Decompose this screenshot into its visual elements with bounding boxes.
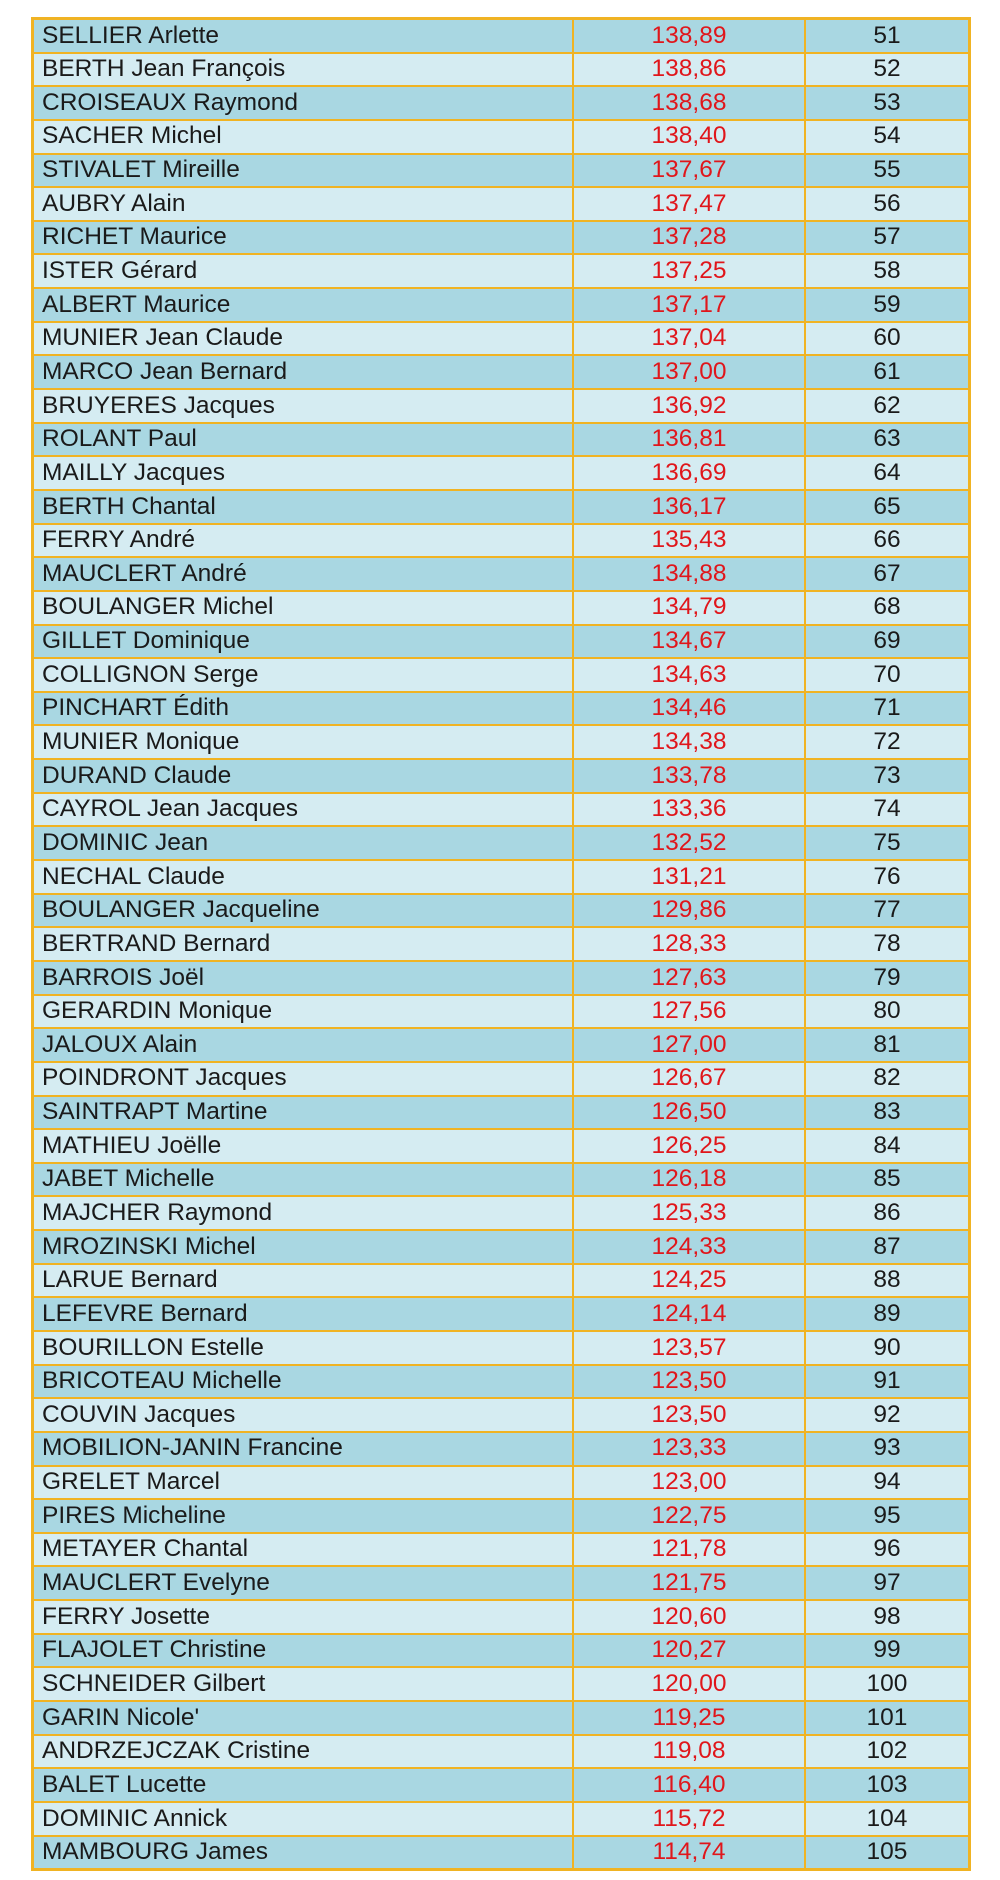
table-row (33, 591, 970, 625)
score-cell: 138,89 (573, 19, 805, 53)
table-row (33, 557, 970, 591)
score-cell: 126,18 (573, 1163, 805, 1197)
table-row (33, 490, 970, 524)
player-name-cell: PIRES Micheline (33, 1499, 574, 1533)
table-row (33, 1735, 970, 1769)
rank-cell: 77 (805, 894, 970, 928)
rank-cell: 67 (805, 557, 970, 591)
rank-cell: 100 (805, 1667, 970, 1701)
player-name-cell: MAMBOURG James (33, 1836, 574, 1870)
table-row (33, 322, 970, 356)
score-cell: 127,56 (573, 995, 805, 1029)
rank-cell: 51 (805, 19, 970, 53)
score-cell: 126,25 (573, 1129, 805, 1163)
rank-cell: 92 (805, 1398, 970, 1432)
rank-cell: 72 (805, 725, 970, 759)
rank-cell: 81 (805, 1028, 970, 1062)
score-cell: 137,67 (573, 154, 805, 188)
rank-cell: 63 (805, 423, 970, 457)
rank-cell: 75 (805, 826, 970, 860)
table-row (33, 1466, 970, 1500)
rank-cell: 99 (805, 1634, 970, 1668)
rank-cell: 78 (805, 927, 970, 961)
player-name-cell: JALOUX Alain (33, 1028, 574, 1062)
rank-cell: 79 (805, 961, 970, 995)
rank-cell: 84 (805, 1129, 970, 1163)
rank-cell: 62 (805, 389, 970, 423)
score-cell: 120,00 (573, 1667, 805, 1701)
table-row (33, 1365, 970, 1399)
player-name-cell: RICHET Maurice (33, 221, 574, 255)
table-row (33, 288, 970, 322)
score-cell: 127,63 (573, 961, 805, 995)
table-row (33, 1836, 970, 1870)
score-cell: 127,00 (573, 1028, 805, 1062)
player-name-cell: BERTRAND Bernard (33, 927, 574, 961)
rank-cell: 80 (805, 995, 970, 1029)
score-cell: 124,14 (573, 1297, 805, 1331)
score-cell: 119,25 (573, 1701, 805, 1735)
score-cell: 133,78 (573, 759, 805, 793)
player-name-cell: FERRY André (33, 524, 574, 558)
player-name-cell: PINCHART Édith (33, 692, 574, 726)
score-cell: 124,25 (573, 1264, 805, 1298)
table-row (33, 1062, 970, 1096)
player-name-cell: BOULANGER Michel (33, 591, 574, 625)
score-cell: 120,60 (573, 1600, 805, 1634)
rank-cell: 96 (805, 1533, 970, 1567)
score-cell: 137,04 (573, 322, 805, 356)
player-name-cell: ROLANT Paul (33, 423, 574, 457)
table-row (33, 1566, 970, 1600)
score-cell: 131,21 (573, 860, 805, 894)
player-name-cell: DOMINIC Jean (33, 826, 574, 860)
score-cell: 126,67 (573, 1062, 805, 1096)
table-row (33, 53, 970, 87)
score-cell: 128,33 (573, 927, 805, 961)
score-cell: 136,17 (573, 490, 805, 524)
rank-cell: 71 (805, 692, 970, 726)
score-cell: 138,86 (573, 53, 805, 87)
score-cell: 134,79 (573, 591, 805, 625)
table-row (33, 894, 970, 928)
player-name-cell: MUNIER Monique (33, 725, 574, 759)
player-name-cell: LEFEVRE Bernard (33, 1297, 574, 1331)
table-row (33, 86, 970, 120)
player-name-cell: CROISEAUX Raymond (33, 86, 574, 120)
score-cell: 136,69 (573, 456, 805, 490)
score-cell: 132,52 (573, 826, 805, 860)
rank-cell: 65 (805, 490, 970, 524)
player-name-cell: COUVIN Jacques (33, 1398, 574, 1432)
player-name-cell: ALBERT Maurice (33, 288, 574, 322)
score-cell: 137,00 (573, 355, 805, 389)
table-row (33, 254, 970, 288)
score-cell: 134,67 (573, 625, 805, 659)
score-cell: 136,81 (573, 423, 805, 457)
table-row (33, 1028, 970, 1062)
score-cell: 115,72 (573, 1802, 805, 1836)
table-row (33, 1802, 970, 1836)
table-row (33, 1432, 970, 1466)
rank-cell: 56 (805, 187, 970, 221)
player-name-cell: CAYROL Jean Jacques (33, 793, 574, 827)
player-name-cell: STIVALET Mireille (33, 154, 574, 188)
rank-cell: 97 (805, 1566, 970, 1600)
player-name-cell: METAYER Chantal (33, 1533, 574, 1567)
rank-cell: 105 (805, 1836, 970, 1870)
player-name-cell: BERTH Jean François (33, 53, 574, 87)
rank-cell: 83 (805, 1096, 970, 1130)
table-row (33, 524, 970, 558)
score-cell: 123,57 (573, 1331, 805, 1365)
player-name-cell: MATHIEU Joëlle (33, 1129, 574, 1163)
rank-cell: 68 (805, 591, 970, 625)
rank-cell: 61 (805, 355, 970, 389)
player-name-cell: JABET Michelle (33, 1163, 574, 1197)
rank-cell: 88 (805, 1264, 970, 1298)
score-cell: 123,33 (573, 1432, 805, 1466)
score-cell: 122,75 (573, 1499, 805, 1533)
table-row (33, 1600, 970, 1634)
table-row (33, 187, 970, 221)
score-cell: 137,17 (573, 288, 805, 322)
score-cell: 138,68 (573, 86, 805, 120)
player-name-cell: GILLET Dominique (33, 625, 574, 659)
score-cell: 114,74 (573, 1836, 805, 1870)
table-row (33, 1533, 970, 1567)
rank-cell: 82 (805, 1062, 970, 1096)
player-name-cell: LARUE Bernard (33, 1264, 574, 1298)
score-cell: 133,36 (573, 793, 805, 827)
rank-cell: 58 (805, 254, 970, 288)
player-name-cell: AUBRY Alain (33, 187, 574, 221)
player-name-cell: GRELET Marcel (33, 1466, 574, 1500)
score-cell: 134,88 (573, 557, 805, 591)
rank-cell: 87 (805, 1230, 970, 1264)
rank-cell: 101 (805, 1701, 970, 1735)
table-row (33, 423, 970, 457)
player-name-cell: ANDRZEJCZAK Cristine (33, 1735, 574, 1769)
rank-cell: 103 (805, 1768, 970, 1802)
table-row (33, 793, 970, 827)
table-row (33, 759, 970, 793)
score-cell: 134,63 (573, 658, 805, 692)
table-row (33, 355, 970, 389)
player-name-cell: BALET Lucette (33, 1768, 574, 1802)
player-name-cell: BOULANGER Jacqueline (33, 894, 574, 928)
player-name-cell: BRUYERES Jacques (33, 389, 574, 423)
table-row (33, 1264, 970, 1298)
rank-cell: 57 (805, 221, 970, 255)
player-name-cell: DOMINIC Annick (33, 1802, 574, 1836)
player-name-cell: MAUCLERT Evelyne (33, 1566, 574, 1600)
table-row (33, 221, 970, 255)
player-name-cell: MUNIER Jean Claude (33, 322, 574, 356)
player-name-cell: MAJCHER Raymond (33, 1196, 574, 1230)
score-cell: 119,08 (573, 1735, 805, 1769)
player-name-cell: MROZINSKI Michel (33, 1230, 574, 1264)
score-cell: 137,28 (573, 221, 805, 255)
score-cell: 125,33 (573, 1196, 805, 1230)
player-name-cell: MAUCLERT André (33, 557, 574, 591)
rank-cell: 86 (805, 1196, 970, 1230)
rank-cell: 64 (805, 456, 970, 490)
player-name-cell: BARROIS Joël (33, 961, 574, 995)
table-row (33, 860, 970, 894)
score-cell: 138,40 (573, 120, 805, 154)
player-name-cell: SCHNEIDER Gilbert (33, 1667, 574, 1701)
table-row (33, 120, 970, 154)
table-row (33, 19, 970, 53)
score-cell: 120,27 (573, 1634, 805, 1668)
player-name-cell: GERARDIN Monique (33, 995, 574, 1029)
score-cell: 134,38 (573, 725, 805, 759)
score-cell: 129,86 (573, 894, 805, 928)
score-cell: 121,78 (573, 1533, 805, 1567)
rank-cell: 74 (805, 793, 970, 827)
player-name-cell: ISTER Gérard (33, 254, 574, 288)
player-name-cell: GARIN Nicole' (33, 1701, 574, 1735)
table-row (33, 625, 970, 659)
player-name-cell: COLLIGNON Serge (33, 658, 574, 692)
player-name-cell: SAINTRAPT Martine (33, 1096, 574, 1130)
table-row (33, 1768, 970, 1802)
score-cell: 116,40 (573, 1768, 805, 1802)
score-cell: 137,25 (573, 254, 805, 288)
player-name-cell: MAILLY Jacques (33, 456, 574, 490)
rank-cell: 94 (805, 1466, 970, 1500)
score-cell: 126,50 (573, 1096, 805, 1130)
ranking-table (31, 17, 971, 1871)
player-name-cell: BERTH Chantal (33, 490, 574, 524)
player-name-cell: FLAJOLET Christine (33, 1634, 574, 1668)
table-row (33, 658, 970, 692)
score-cell: 123,00 (573, 1466, 805, 1500)
table-row (33, 1398, 970, 1432)
player-name-cell: BRICOTEAU Michelle (33, 1365, 574, 1399)
table-row (33, 1096, 970, 1130)
player-name-cell: MARCO Jean Bernard (33, 355, 574, 389)
score-cell: 124,33 (573, 1230, 805, 1264)
rank-cell: 55 (805, 154, 970, 188)
player-name-cell: SELLIER Arlette (33, 19, 574, 53)
table-row (33, 1701, 970, 1735)
player-name-cell: SACHER Michel (33, 120, 574, 154)
rank-cell: 98 (805, 1600, 970, 1634)
score-cell: 121,75 (573, 1566, 805, 1600)
rank-cell: 66 (805, 524, 970, 558)
player-name-cell: MOBILION-JANIN Francine (33, 1432, 574, 1466)
rank-cell: 85 (805, 1163, 970, 1197)
table-row (33, 154, 970, 188)
table-row (33, 927, 970, 961)
ranking-table-body (33, 19, 970, 1870)
rank-cell: 93 (805, 1432, 970, 1466)
table-row (33, 1129, 970, 1163)
player-name-cell: POINDRONT Jacques (33, 1062, 574, 1096)
player-name-cell: BOURILLON Estelle (33, 1331, 574, 1365)
table-row (33, 1667, 970, 1701)
table-row (33, 389, 970, 423)
rank-cell: 76 (805, 860, 970, 894)
score-cell: 123,50 (573, 1398, 805, 1432)
table-row (33, 725, 970, 759)
player-name-cell: FERRY Josette (33, 1600, 574, 1634)
player-name-cell: DURAND Claude (33, 759, 574, 793)
rank-cell: 53 (805, 86, 970, 120)
table-row (33, 1634, 970, 1668)
table-row (33, 995, 970, 1029)
rank-cell: 89 (805, 1297, 970, 1331)
score-cell: 134,46 (573, 692, 805, 726)
rank-cell: 60 (805, 322, 970, 356)
table-row (33, 456, 970, 490)
rank-cell: 54 (805, 120, 970, 154)
rank-cell: 59 (805, 288, 970, 322)
table-row (33, 961, 970, 995)
rank-cell: 69 (805, 625, 970, 659)
score-cell: 123,50 (573, 1365, 805, 1399)
table-row (33, 1230, 970, 1264)
table-row (33, 1163, 970, 1197)
table-row (33, 692, 970, 726)
score-cell: 135,43 (573, 524, 805, 558)
table-row (33, 826, 970, 860)
table-row (33, 1499, 970, 1533)
rank-cell: 90 (805, 1331, 970, 1365)
player-name-cell: NECHAL Claude (33, 860, 574, 894)
table-row (33, 1331, 970, 1365)
rank-cell: 104 (805, 1802, 970, 1836)
rank-cell: 73 (805, 759, 970, 793)
score-cell: 137,47 (573, 187, 805, 221)
rank-cell: 70 (805, 658, 970, 692)
rank-cell: 102 (805, 1735, 970, 1769)
table-row (33, 1196, 970, 1230)
rank-cell: 91 (805, 1365, 970, 1399)
rank-cell: 52 (805, 53, 970, 87)
table-row (33, 1297, 970, 1331)
rank-cell: 95 (805, 1499, 970, 1533)
score-cell: 136,92 (573, 389, 805, 423)
